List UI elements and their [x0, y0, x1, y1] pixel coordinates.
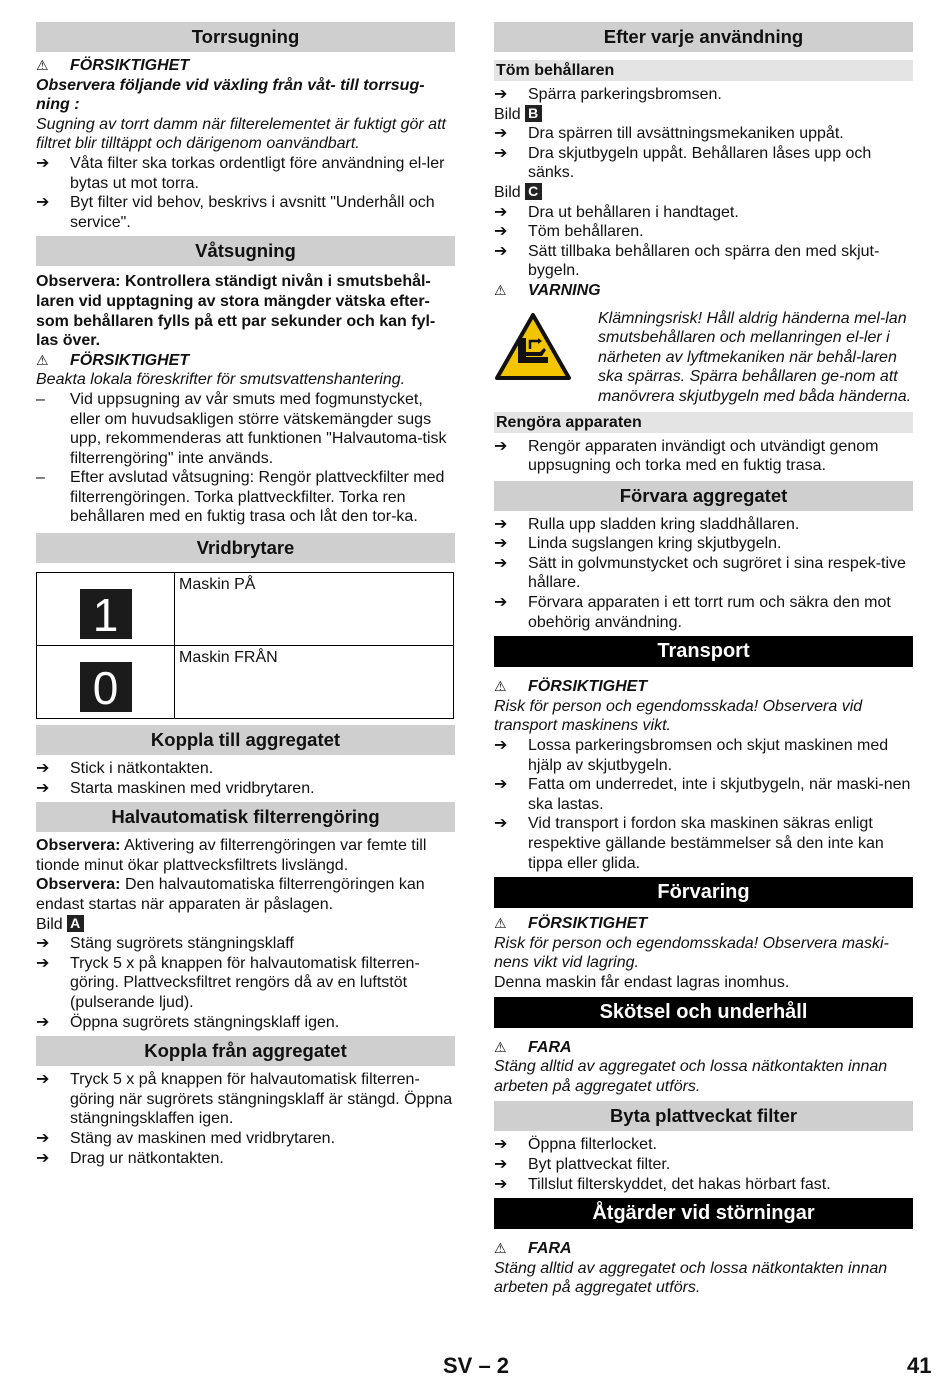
arrow-icon: ➔ [494, 223, 508, 241]
table-row [37, 573, 454, 646]
arrow-icon: ➔ [36, 954, 50, 972]
switch-table [36, 572, 454, 719]
switch-off-symbol: 0 [80, 662, 132, 712]
danger-line [494, 1038, 913, 1058]
heading-koppla-till: Koppla till aggregatet [36, 725, 455, 755]
left-column [36, 22, 455, 1168]
list-item: ➔ Öppna filterlocket. [494, 1136, 657, 1154]
arrow-icon: ➔ [494, 535, 508, 553]
heading-koppla-fran: Koppla från aggregatet [36, 1036, 455, 1066]
arrow-icon: ➔ [36, 194, 50, 212]
warning-line [494, 281, 913, 301]
list-item: – Efter avslutad våtsugning: Rengör plattveckfilter med filterrengöringen. Torka plattveckfilter. Torka ren behållaren med en fuktig trasa och låt den tor-ka. [36, 469, 445, 526]
arrow-icon: ➔ [494, 776, 508, 794]
table-row [37, 646, 454, 719]
arrow-icon: ➔ [494, 554, 508, 572]
warning-icon: ⚠ [494, 678, 507, 695]
caution-label: FÖRSIKTIGHET [528, 915, 648, 933]
language-page-label: SV – 2 [443, 1353, 510, 1378]
figure-c-badge: C [525, 183, 542, 200]
list-item: ➔ Stäng av maskinen med vridbrytaren. [36, 1129, 336, 1147]
danger-label: FARA [528, 1240, 572, 1258]
warning-icon: ⚠ [36, 57, 49, 73]
caution-label: FÖRSIKTIGHET [70, 351, 190, 369]
heading-atgarder-vid-storningar: Åtgärder vid störningar [494, 1198, 913, 1229]
note-bold: Observera: Kontrollera ständigt nivån i smutsbehål-laren vid upptagning av stora mängder vätska efter-som behållaren fylls på ett par sekunder och kan fyl-las över. [36, 273, 436, 350]
arrow-icon: ➔ [494, 1155, 508, 1173]
warning-icon: ⚠ [36, 351, 49, 368]
arrow-icon: ➔ [36, 1149, 50, 1167]
caution-text: Risk för person och egendomsskada! Observera maski-nens vikt vid lagring. [494, 934, 889, 972]
heading-halvautomatisk: Halvautomatisk filterrengöring [36, 802, 455, 832]
list-item: ➔ Sätt tillbaka behållaren och spärra den med skjut-bygeln. [494, 242, 880, 280]
danger-text: Stäng alltid av aggregatet och lossa nätkontakten innan arbeten på aggregatet utförs. [494, 1058, 888, 1095]
caution-label: FÖRSIKTIGHET [528, 678, 648, 696]
list-item: ➔ Dra ut behållaren i handtaget. [494, 203, 739, 221]
list-item: ➔ Dra spärren till avsättningsmekaniken uppåt. [494, 125, 844, 143]
note: Observera: Aktivering av filterrengöringen var femte till tionde minut ökar plattvecksfiltrets livslängd. [36, 837, 427, 874]
note-bold: Observera följande vid växling från våt- till torrsug-ning : [36, 76, 425, 114]
list-item: ➔ Byt plattveckat filter. [494, 1155, 671, 1173]
arrow-icon: ➔ [494, 242, 508, 260]
warning-icon: ⚠ [494, 1240, 507, 1257]
list-item: ➔ Töm behållaren. [494, 223, 644, 241]
caution-line [36, 351, 455, 371]
caution-line [36, 56, 455, 76]
heading-torrsugning: Torrsugning [36, 22, 455, 52]
list-item: ➔ Dra skjutbygeln uppåt. Behållaren låses upp och sänks. [494, 144, 872, 182]
warning-icon: ⚠ [494, 1038, 507, 1055]
list-item: ➔ Tryck 5 x på knappen för halvautomatisk filterren-göring när sugrörets stängningsklaff är stängd. Öppna stängningsklaffen igen. [36, 1071, 453, 1128]
list-item: ➔ Tryck 5 x på knappen för halvautomatisk filterren-göring. Plattvecksfiltret rengörs då av en luftstöt (pulserande ljud). [36, 954, 420, 1011]
figure-reference: Bild C [494, 183, 913, 203]
arrow-icon: ➔ [494, 815, 508, 833]
list-item: ➔ Spärra parkeringsbromsen. [494, 86, 722, 103]
list-item: ➔ Drag ur nätkontakten. [36, 1149, 224, 1167]
switch-on-label: Maskin PÅ [175, 573, 454, 646]
arrow-icon: ➔ [494, 144, 508, 162]
arrow-icon: ➔ [36, 1071, 50, 1089]
switch-on-symbol: 1 [80, 589, 132, 639]
warning-icon: ⚠ [494, 915, 507, 932]
warning-icon: ⚠ [494, 281, 507, 298]
caution-line [494, 914, 913, 934]
storage-note: Denna maskin får endast lagras inomhus. [494, 973, 790, 991]
arrow-icon: ➔ [494, 437, 508, 455]
warning-label: VARNING [528, 281, 601, 299]
list-item: ➔ Lossa parkeringsbromsen och skjut maskinen med hjälp av skjutbygeln. [494, 737, 889, 774]
list-item: ➔ Linda sugslangen kring skjutbygeln. [494, 535, 782, 553]
heading-efter-varje-anvandning: Efter varje användning [494, 22, 913, 52]
list-item: ➔ Vid transport i fordon ska maskinen säkras enligt respektive gällande bestämmelser så den inte kan tippa eller glida. [494, 815, 884, 872]
figure-reference: Bild A [36, 915, 455, 935]
warning-text: Klämningsrisk! Håll aldrig händerna mel-lan smutsbehållaren och mellanringen el-ler i närheten av lyftmekaniken när behål-laren ska spärras. Spärra behållaren ge-nom att manövrera skjutbygeln med båda händerna. [598, 309, 912, 405]
list-item: ➔ Starta maskinen med vridbrytaren. [36, 779, 315, 797]
heading-vridbrytare: Vridbrytare [36, 533, 455, 563]
danger-line [494, 1239, 913, 1259]
list-item: ➔ Sätt in golvmunstycket och sugröret i sina respek-tive hållare. [494, 554, 906, 592]
heading-forvara-aggregatet: Förvara aggregatet [494, 481, 913, 511]
arrow-icon: ➔ [494, 737, 508, 755]
list-item: ➔ Rengör apparaten invändigt och utvändigt genom uppsugning och torka med en fuktig trasa. [494, 437, 879, 475]
list-item: ➔ Byt filter vid behov, beskrivs i avsnitt "Underhåll och service". [36, 194, 435, 231]
caution-text: Risk för person och egendomsskada! Observera vid transport maskinens vikt. [494, 697, 863, 735]
page-number: 41 [907, 1353, 932, 1378]
list-item: ➔ Våta filter ska torkas ordentligt före användning el-ler bytas ut mot torra. [36, 154, 445, 192]
list-item: ➔ Stick i nätkontakten. [36, 760, 214, 778]
arrow-icon: ➔ [494, 125, 508, 143]
arrow-icon: ➔ [494, 203, 508, 221]
list-item: ➔ Fatta om underredet, inte i skjutbygeln, när maski-nen ska lastas. [494, 776, 911, 813]
switch-off-label: Maskin FRÅN [175, 646, 454, 719]
arrow-icon: ➔ [36, 779, 50, 797]
heading-byta-plattveckat-filter: Byta plattveckat filter [494, 1101, 913, 1131]
list-item: ➔ Öppna sugrörets stängningsklaff igen. [36, 1013, 340, 1031]
arrow-icon: ➔ [36, 1013, 50, 1031]
caution-text: Beakta lokala föreskrifter för smutsvattenshantering. [36, 371, 406, 389]
hand-crush-hazard-icon [494, 312, 572, 382]
subheading-rengora-apparaten: Rengöra apparaten [494, 412, 913, 433]
heading-skotsel-och-underhall: Skötsel och underhåll [494, 997, 913, 1028]
heading-transport: Transport [494, 636, 913, 667]
arrow-icon: ➔ [494, 515, 508, 533]
list-item: ➔ Rulla upp sladden kring sladdhållaren. [494, 515, 800, 533]
dash-marker: – [36, 469, 45, 487]
danger-label: FARA [528, 1038, 572, 1056]
caution-line [494, 677, 913, 697]
dash-marker: – [36, 390, 45, 408]
note: Observera: Den halvautomatiska filterrengöringen kan endast startas när apparaten är påslagen. [36, 876, 425, 914]
list-item: ➔ Förvara apparaten i ett torrt rum och säkra den mot obehörig användning. [494, 594, 891, 631]
figure-a-badge: A [67, 915, 84, 932]
arrow-icon: ➔ [494, 1175, 508, 1193]
warning-block [494, 309, 913, 407]
arrow-icon: ➔ [36, 154, 50, 172]
right-column [494, 22, 913, 1298]
danger-text: Stäng alltid av aggregatet och lossa nätkontakten innan arbeten på aggregatet utförs. [494, 1259, 888, 1297]
arrow-icon: ➔ [494, 1136, 508, 1154]
list-item: ➔ Tillslut filterskyddet, det hakas hörbart fast. [494, 1175, 831, 1193]
list-item: – Vid uppsugning av vår smuts med fogmunstycket, eller om huvudsakligen större vätskemängder sugs upp, rekommenderas att funktionen "Halvautoma-tisk filterrengöring" inte används. [36, 390, 447, 467]
figure-reference: Bild B [494, 105, 913, 125]
arrow-icon: ➔ [36, 760, 50, 778]
caution-label: FÖRSIKTIGHET [70, 57, 190, 74]
arrow-icon: ➔ [36, 935, 50, 953]
subheading-tom-behallaren: Töm behållaren [494, 60, 913, 81]
heading-forvaring: Förvaring [494, 877, 913, 908]
arrow-icon: ➔ [36, 1129, 50, 1147]
arrow-icon: ➔ [494, 594, 508, 612]
note-italic: Sugning av torrt damm när filterelementet är fuktigt gör att filtret blir tilltäppt och därigenom oanvändbart. [36, 115, 446, 153]
list-item: ➔ Stäng sugrörets stängningsklaff [36, 935, 294, 953]
arrow-icon: ➔ [494, 86, 508, 103]
figure-b-badge: B [525, 105, 542, 122]
heading-vatsugning: Våtsugning [36, 236, 455, 266]
